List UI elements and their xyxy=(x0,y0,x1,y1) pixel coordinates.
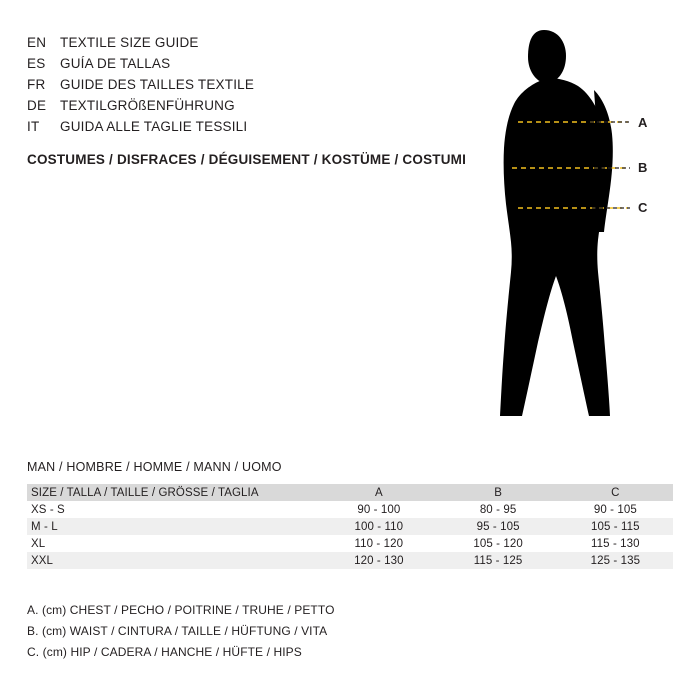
table-title: MAN / HOMBRE / HOMME / MANN / UOMO xyxy=(27,460,282,474)
language-text: GUÍA DE TALLAS xyxy=(60,56,171,71)
table-header-row xyxy=(27,484,673,501)
cell-waist: 80 - 95 xyxy=(479,503,517,516)
language-row xyxy=(27,116,457,137)
language-code: FR xyxy=(27,77,46,92)
table-row xyxy=(27,501,673,518)
language-code: ES xyxy=(27,56,46,71)
body-silhouette xyxy=(470,20,680,440)
language-code: DE xyxy=(27,98,47,113)
language-text: TEXTILE SIZE GUIDE xyxy=(60,35,199,50)
footnote-waist: B. (cm) WAIST / CINTURA / TAILLE / HÜFTUNG / VITA xyxy=(27,624,328,638)
table-header-size: SIZE / TALLA / TAILLE / GRÖSSE / TAGLIA xyxy=(31,486,259,499)
cell-chest: 100 - 110 xyxy=(354,520,404,533)
measure-label-b: B xyxy=(638,160,648,175)
language-row xyxy=(27,95,457,116)
language-code: IT xyxy=(27,119,40,134)
table-header-a: A xyxy=(374,486,383,499)
cell-waist: 115 - 125 xyxy=(473,554,523,567)
measure-label-c: C xyxy=(638,200,648,215)
footnote-chest: A. (cm) CHEST / PECHO / POITRINE / TRUHE / PETTO xyxy=(27,603,335,617)
footnote-hip: C. (cm) HIP / CADERA / HANCHE / HÜFTE / HIPS xyxy=(27,645,302,659)
cell-chest: 120 - 130 xyxy=(354,554,404,567)
cell-chest: 90 - 100 xyxy=(357,503,401,516)
category-title: COSTUMES / DISFRACES / DÉGUISEMENT / KOSTÜME / COSTUMI xyxy=(27,152,467,167)
cell-hip: 90 - 105 xyxy=(593,503,637,516)
measure-label-a: A xyxy=(638,115,648,130)
cell-size: XL xyxy=(31,537,46,550)
language-row xyxy=(27,53,457,74)
language-text: TEXTILGRÖßENFÜHRUNG xyxy=(60,98,235,113)
cell-size: XS - S xyxy=(31,503,65,516)
language-code: EN xyxy=(27,35,47,50)
size-table xyxy=(27,484,673,569)
language-row xyxy=(27,74,457,95)
cell-waist: 105 - 120 xyxy=(473,537,523,550)
table-row xyxy=(27,518,673,535)
cell-hip: 125 - 135 xyxy=(590,554,641,567)
cell-waist: 95 - 105 xyxy=(476,520,520,533)
table-header-c: C xyxy=(611,486,620,499)
table-row xyxy=(27,535,673,552)
cell-hip: 105 - 115 xyxy=(591,520,640,533)
table-row xyxy=(27,552,673,569)
language-text: GUIDE DES TAILLES TEXTILE xyxy=(60,77,255,92)
language-text: GUIDA ALLE TAGLIE TESSILI xyxy=(60,119,248,134)
language-row xyxy=(27,32,457,53)
cell-hip: 115 - 130 xyxy=(591,537,640,550)
language-list xyxy=(27,32,457,137)
cell-size: M - L xyxy=(31,520,58,533)
cell-size: XXL xyxy=(31,554,54,567)
footnote-list xyxy=(27,600,335,663)
table-header-b: B xyxy=(494,486,502,499)
cell-chest: 110 - 120 xyxy=(354,537,404,550)
